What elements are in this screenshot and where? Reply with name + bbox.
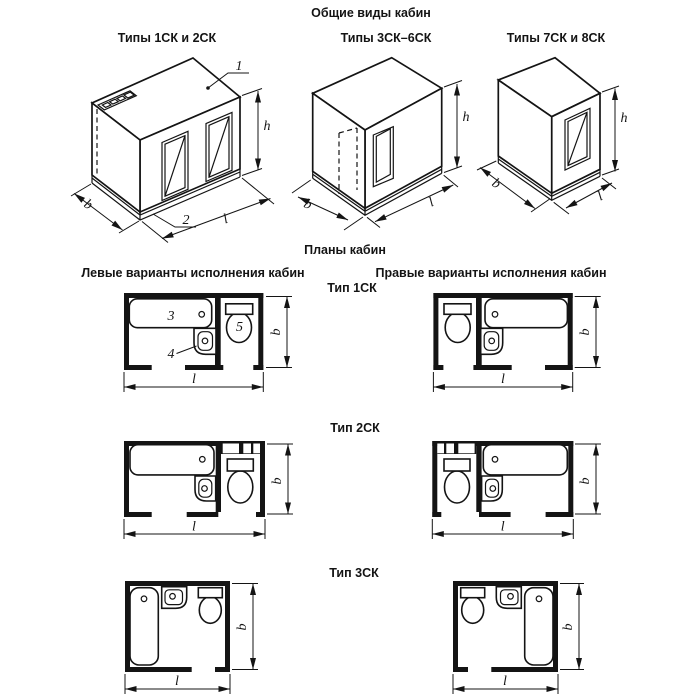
dim-h-label: h bbox=[462, 110, 470, 125]
iso1-caption: Типы 1СК и 2СК bbox=[117, 31, 217, 45]
callout-1-label: 1 bbox=[235, 59, 243, 74]
wall-top bbox=[125, 581, 230, 586]
row-title-3sk: Тип 3СК bbox=[329, 566, 379, 580]
vent-duct-opening bbox=[243, 444, 251, 454]
wall-bottom-seg bbox=[124, 512, 152, 517]
plans-title: Планы кабин bbox=[304, 243, 386, 257]
iso-view-7sk-8sk bbox=[477, 58, 628, 214]
wall-bottom-seg bbox=[256, 512, 265, 517]
dim-l-label: l bbox=[500, 519, 505, 535]
callout-3-label: 3 bbox=[167, 309, 175, 324]
right-variants-header: Правые варианты исполнения кабин bbox=[375, 266, 607, 280]
dim-b-label: b bbox=[269, 328, 284, 336]
dim-b-label: b bbox=[578, 477, 593, 485]
main-title: Общие виды кабин bbox=[311, 6, 431, 20]
dim-b-label: b bbox=[578, 328, 593, 336]
dim-b-label: b bbox=[80, 196, 96, 214]
callout-4-leader bbox=[177, 346, 197, 354]
wall-bottom-seg bbox=[185, 365, 223, 370]
callout-5-label: 5 bbox=[236, 320, 243, 335]
toilet-tank bbox=[226, 304, 253, 315]
dim-l-label: l bbox=[175, 674, 179, 689]
dim-l-label: l bbox=[503, 674, 507, 689]
iso-view-3sk-6sk bbox=[292, 58, 470, 230]
dim-h-label: h bbox=[263, 119, 271, 134]
dim-b-label: b bbox=[270, 477, 285, 485]
dim-l-label: l bbox=[426, 195, 437, 211]
wall-bottom-seg bbox=[124, 365, 152, 370]
callout-4-label: 4 bbox=[167, 347, 175, 362]
iso1-callout-2 bbox=[153, 213, 196, 228]
toilet-bowl bbox=[199, 597, 221, 624]
row-title-2sk: Тип 2СК bbox=[330, 421, 380, 435]
toilet-tank bbox=[227, 459, 253, 471]
plan-3sk-left-interior bbox=[125, 581, 230, 672]
bathtub bbox=[130, 445, 214, 475]
dim-b-label: b bbox=[235, 623, 250, 631]
wall-bottom-seg bbox=[187, 512, 219, 517]
wall-bottom-seg bbox=[215, 667, 230, 672]
dim-b-label: b bbox=[301, 196, 315, 214]
wall-right bbox=[260, 441, 265, 517]
wall-top bbox=[124, 293, 263, 298]
toilet-tank bbox=[198, 588, 222, 598]
toilet-bowl bbox=[228, 471, 253, 503]
row-title-1sk: Тип 1СК bbox=[327, 281, 377, 295]
dim-l-label: l bbox=[192, 372, 196, 387]
iso1-dim-h bbox=[242, 89, 271, 176]
dim-h-label: h bbox=[620, 111, 628, 126]
vent-duct-opening bbox=[253, 444, 260, 454]
vent-duct-opening bbox=[223, 444, 239, 454]
dim-l-label: l bbox=[595, 189, 606, 205]
iso-view-1sk-2sk bbox=[71, 58, 274, 243]
bathtub bbox=[130, 588, 158, 665]
plan-3sk-right-interior bbox=[453, 581, 558, 672]
plan-2sk-right-interior bbox=[432, 441, 573, 517]
iso2-dim-h bbox=[444, 81, 470, 173]
plan-1sk-right-interior bbox=[433, 293, 572, 370]
dim-b-label: b bbox=[488, 175, 504, 193]
iso3-caption: Типы 7СК и 8СК bbox=[506, 31, 606, 45]
plan-2sk-left-interior bbox=[124, 441, 265, 517]
iso2-caption: Типы 3СК–6СК bbox=[340, 31, 432, 45]
wall-right bbox=[225, 581, 230, 672]
wall-left bbox=[124, 441, 129, 517]
left-variants-header: Левые варианты исполнения кабин bbox=[81, 266, 305, 280]
wall-bottom-seg bbox=[253, 365, 263, 370]
dim-l-label: l bbox=[192, 519, 196, 535]
dim-l-label: l bbox=[501, 372, 505, 387]
wall-right bbox=[258, 293, 263, 370]
iso3-dim-h bbox=[602, 86, 628, 175]
callout-2-label: 2 bbox=[182, 213, 190, 228]
dim-b-label: b bbox=[561, 623, 576, 631]
wall-bottom-seg bbox=[125, 667, 192, 672]
wall-left bbox=[124, 293, 129, 370]
dim-l-label: l bbox=[221, 211, 231, 228]
